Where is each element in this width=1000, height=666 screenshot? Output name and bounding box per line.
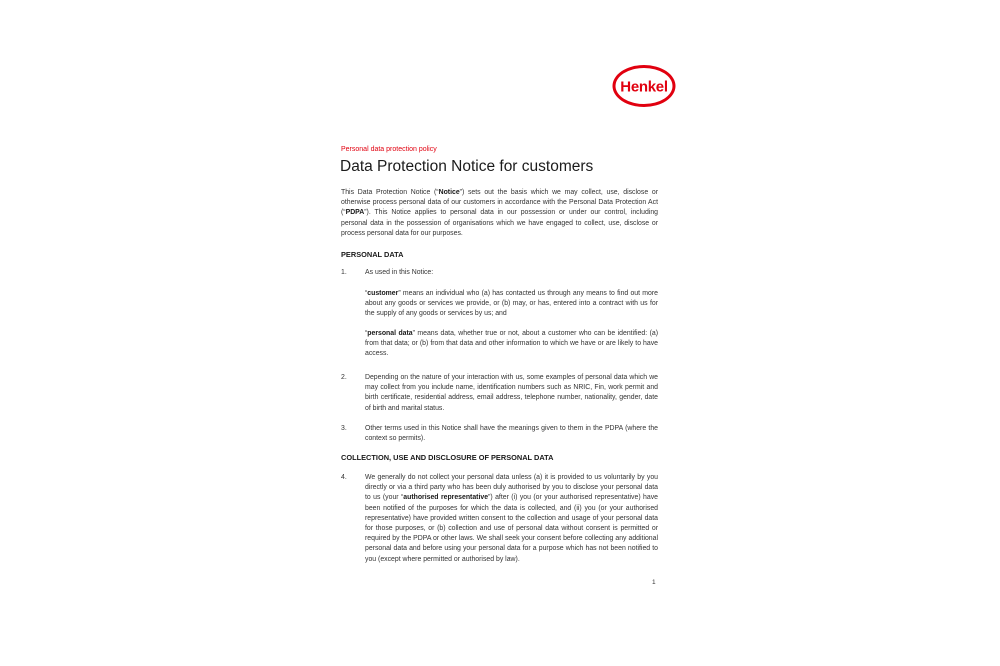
item-number: 3.	[341, 425, 347, 432]
document-category: Personal data protection policy	[341, 146, 437, 153]
list-item-4: 4. We generally do not collect your personal data unless (a) it is provided to us voluntarily by you directly or via a third party who has been duly authorised by you to disclose your personal data to us (your “authorised representative”) after (i) you (or your authorised representative) have been notified of the purposes for which the data is collected, and (ii) you (or your authorised representative) have provided written consent to the collection and usage of your personal data for those purposes, or (b) collection and use of personal data without consent is permitted or required by the PDPA or other laws. We shall seek your consent before collecting any additional personal data and before using your personal data for a purpose which has not been notified to you (except where permitted or authorised by law).	[341, 474, 658, 563]
authorised-representative-term: authorised representative	[403, 494, 489, 502]
list-item-3	[341, 424, 658, 444]
henkel-logo	[610, 62, 678, 110]
item-number: 1.	[341, 269, 347, 276]
item-text: Other terms used in this Notice shall have the meanings given to them in the PDPA (where the context so permits).	[365, 425, 658, 443]
customer-term: customer	[367, 290, 399, 297]
item-lead: As used in this Notice:	[365, 269, 434, 276]
intro-paragraph: This Data Protection Notice (“Notice”) sets out the basis which we may collect, use, disclose or otherwise process personal data of our customers in accordance with the Personal Data Protection Act (“PDPA”). This Notice applies to personal data in our possession or under our control, including personal data in the possession of organisations which we have engaged to collect, use, disclose or process personal data for our purposes.	[341, 189, 658, 237]
pdpa-term: PDPA	[345, 209, 365, 217]
list-item-1	[341, 268, 658, 278]
personal-data-term: personal data	[367, 330, 413, 337]
svg-text:Henkel: Henkel	[620, 78, 668, 96]
section-heading-collection: COLLECTION, USE AND DISCLOSURE OF PERSONAL DATA	[341, 453, 554, 462]
item-number: 2.	[341, 374, 347, 381]
page-title: Data Protection Notice for customers	[340, 158, 594, 175]
definition-customer: “customer” means an individual who (a) has contacted us through any means to find out more about any goods or services we provide, or (b) may, or has, entered into a contract with us for the supply of any goods or services by us; and	[365, 290, 658, 318]
section-heading-personal-data: PERSONAL DATA	[341, 250, 404, 259]
definition-personal-data: “personal data” means data, whether true or not, about a customer who can be identified: (a) from that data; or (b) from that data and other information to which we have or are likely to have access.	[365, 330, 658, 358]
item-number: 4.	[341, 474, 347, 481]
item-text: Depending on the nature of your interaction with us, some examples of personal data which we may collect from you include name, identification numbers such as NRIC, Fin, work permit and birth certificate, residential address, email address, telephone number, nationality, gender, date of birth and marital status.	[365, 374, 658, 412]
list-item-2	[341, 373, 658, 414]
notice-term: Notice	[438, 189, 460, 196]
page-number: 1	[652, 579, 656, 586]
